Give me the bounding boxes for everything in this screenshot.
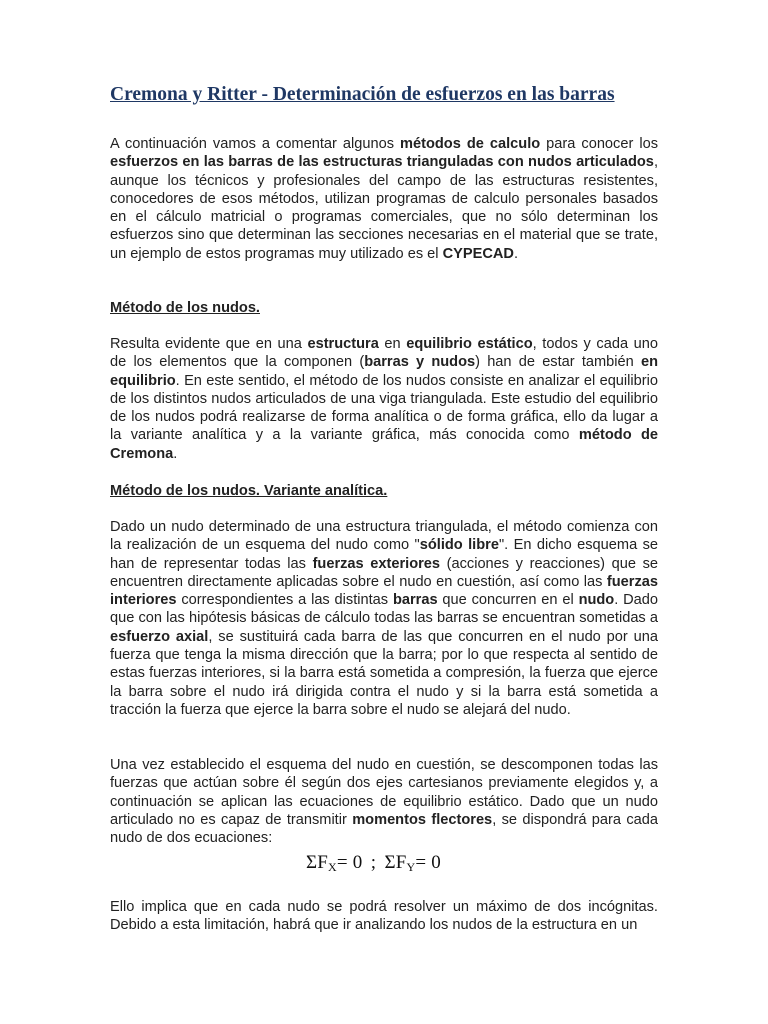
text-run: , todos y cada uno de los elementos que la componen ( (110, 336, 658, 371)
paragraph-intro (110, 135, 658, 263)
sum-fx-symbol: ΣF (306, 852, 329, 873)
equilibrium-formula (306, 852, 441, 875)
bold-term: fuerzas interiores (110, 573, 658, 609)
text-run: que concurren en el (437, 592, 579, 609)
bold-term: equilibrio estático (406, 336, 533, 352)
bold-term: CYPECAD (442, 245, 514, 262)
text-run: , aunque los técnicos y profesionales del campo de las estructuras resistentes, conocedores de esos métodos, utilizan programas de calculo personales basados en el cálculo matricial o programas comerciales, que no sólo determinan los esfuerzos sino que determinan las secciones necesarias en el material que se trate, un ejemplo de estos programas muy utilizado es el (110, 154, 658, 262)
text-run: en (378, 336, 407, 352)
paragraph-solido-libre (110, 518, 658, 719)
bold-term: sólido libre (419, 537, 499, 554)
bold-term: fuerzas exteriores (312, 555, 441, 572)
text-run: Una vez establecido el esquema del nudo en cuestión, se descomponen todas las fuerzas que actúan sobre él según dos ejes cartesianos previamente elegidos y, a continuación se aplican las ecuaciones de equilibrio estático. Dado que un nudo articulado no es capaz de transmitir (110, 757, 658, 828)
text-run: . (513, 245, 519, 262)
text-run: . Dado que con las hipótesis básicas de cálculo todas las barras se encuentran sometidas a (110, 592, 659, 627)
text-run: ) han de estar también (475, 354, 641, 371)
sum-fx-equals: = 0 (336, 852, 363, 873)
heading-metodo-nudos: Método de los nudos. (110, 300, 260, 316)
text-run: (acciones y reacciones) que se encuentren directamente aplicadas sobre el nudo en cuestión, así como las (110, 555, 658, 590)
bold-term: método de Cremona (110, 427, 658, 462)
text-run: Ello implica que en cada nudo se podrá resolver un máximo de dos incógnitas. Debido a esta limitación, habrá que ir analizando los nudos de la estructura en un (110, 899, 658, 934)
paragraph-incognitas (110, 898, 658, 935)
text-run: ". En dicho esquema se han de representar todas las (110, 537, 659, 572)
bold-term: nudo (578, 592, 615, 609)
bold-term: en equilibrio (110, 354, 658, 389)
bold-term: esfuerzos en las barras de las estructuras trianguladas con nudos articulados (110, 154, 654, 171)
text-run: , se sustituirá cada barra de las que concurren en el nudo por una fuerza que tenga la misma dirección que la barra; por lo que respecta al sentido de estas fuerzas interiores, si la barra está sometida a compresión, la fuerza que ejerce la barra sobre el nudo irá dirigida contra el nudo y si la barra está sometida a tracción la fuerza que ejerce la barra sobre el nudo se alejará del nudo. (110, 628, 659, 718)
paragraph-equilibrio (110, 335, 658, 463)
text-run: . (173, 445, 178, 462)
text-run: Dado un nudo determinado de una estructura triangulada, el método comienza con la realización de un esquema del nudo como " (110, 519, 658, 554)
bold-term: barras (392, 592, 438, 609)
bold-term: esfuerzo axial (110, 628, 209, 645)
bold-term: momentos flectores (352, 811, 493, 828)
paragraph-ecuaciones (110, 756, 658, 847)
text-run: A continuación vamos a comentar algunos (110, 136, 401, 152)
text-run: para conocer los (540, 136, 658, 152)
sum-fy-symbol: ΣF (384, 852, 407, 873)
bold-term: barras y nudos (364, 354, 476, 371)
heading-variante-analitica: Método de los nudos. Variante analítica. (110, 483, 388, 499)
document-title: Cremona y Ritter - Determinación de esfuerzos en las barras (110, 84, 615, 105)
bold-term: métodos de calculo (400, 136, 541, 152)
bold-term: estructura (307, 336, 379, 352)
sum-fx-subscript: X (328, 860, 337, 874)
text-run: , se dispondrá para cada nudo de dos ecuaciones: (110, 811, 659, 847)
text-run: correspondientes a las distintas (176, 592, 393, 609)
text-run: Resulta evidente que en una (110, 336, 308, 352)
sum-fy-equals: = 0 (415, 852, 441, 873)
sum-fy-subscript: Y (406, 860, 416, 874)
formula-separator: ; (370, 852, 377, 873)
text-run: . En este sentido, el método de los nudos consiste en analizar el equilibrio de los distintos nudos articulados de una viga triangulada. Este estudio del equilibrio de los nudos podrá realizarse de forma analítica o de forma gráfica, ello da lugar a la variante analítica y a la variante gráfica, más conocida como (110, 372, 658, 444)
